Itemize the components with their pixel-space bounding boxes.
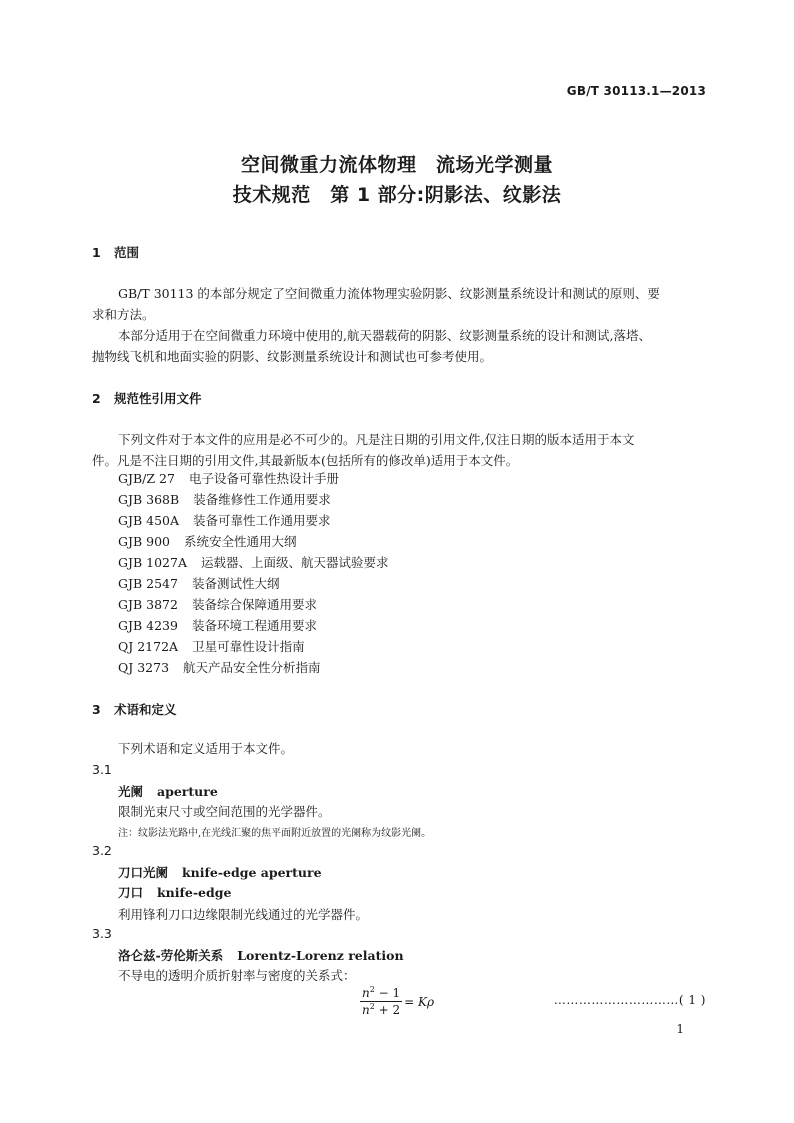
formula-numerator bbox=[360, 986, 402, 1002]
paragraph-line: GB/T 30113 的本部分规定了空间微重力流体物理实验阴影、纹影测量系统设计和测试的原则、要 bbox=[118, 286, 660, 301]
paragraph-line: 下列术语和定义适用于本文件。 bbox=[118, 741, 294, 756]
reference-code: QJ 3273 bbox=[118, 660, 170, 675]
reference-title: 装备测试性大纲 bbox=[191, 576, 280, 591]
lorentz-lorenz-formula bbox=[360, 986, 434, 1017]
section-number: 1 bbox=[92, 245, 101, 260]
reference-title: 航天产品安全性分析指南 bbox=[183, 660, 321, 675]
formula-term: − 1 bbox=[374, 986, 401, 1000]
term-entry bbox=[118, 863, 322, 881]
term-en: aperture bbox=[157, 784, 218, 799]
paragraph-line: 件。凡是不注日期的引用文件,其最新版本(包括所有的修改单)适用于本文件。 bbox=[92, 453, 519, 468]
reference-title: 运载器、上面级、航天器试验要求 bbox=[201, 555, 389, 570]
term-definition: 利用锋利刀口边缘限制光线通过的光学器件。 bbox=[118, 907, 369, 922]
reference-item bbox=[118, 532, 297, 552]
term-zh: 刀口光阑 bbox=[118, 865, 169, 880]
clause-number: 3.2 bbox=[92, 843, 112, 858]
page-number: 1 bbox=[676, 1022, 684, 1036]
equation-number: …………………………( 1 ) bbox=[553, 993, 706, 1007]
reference-item bbox=[118, 511, 331, 531]
reference-code: GJB 450A bbox=[118, 513, 180, 528]
term-en: Lorentz-Lorenz relation bbox=[237, 948, 404, 963]
term-zh: 光阑 bbox=[118, 784, 144, 799]
reference-item bbox=[118, 658, 321, 678]
term-definition: 不导电的透明介质折射率与密度的关系式： bbox=[118, 968, 356, 983]
term-en: knife-edge aperture bbox=[182, 865, 322, 880]
section-number: 2 bbox=[92, 391, 101, 406]
reference-item bbox=[118, 553, 389, 573]
reference-title: 系统安全性通用大纲 bbox=[184, 534, 297, 549]
term-definition: 限制光束尺寸或空间范围的光学器件。 bbox=[118, 804, 331, 819]
term-alt-entry bbox=[118, 883, 231, 901]
section-2-heading bbox=[92, 389, 202, 407]
reference-title: 电子设备可靠性热设计手册 bbox=[188, 471, 339, 486]
term-zh: 刀口 bbox=[118, 885, 144, 900]
formula-exp: 2 bbox=[369, 1002, 375, 1011]
paragraph-line: 抛物线飞机和地面实验的阴影、纹影测量系统设计和测试也可参考使用。 bbox=[92, 349, 493, 364]
reference-code: GJB 3872 bbox=[118, 597, 178, 612]
reference-title: 装备维修性工作通用要求 bbox=[193, 492, 331, 507]
section-1-heading bbox=[92, 243, 139, 261]
section-1-paragraph-1 bbox=[92, 283, 712, 325]
reference-title: 装备环境工程通用要求 bbox=[191, 618, 317, 633]
term-entry bbox=[118, 782, 218, 800]
term-entry bbox=[118, 946, 404, 964]
paragraph-line: 本部分适用于在空间微重力环境中使用的,航天器载荷的阴影、纹影测量系统的设计和测试,落塔、 bbox=[118, 328, 651, 343]
formula-term: + 2 bbox=[374, 1003, 401, 1017]
term-note: 注：纹影法光路中,在光线汇聚的焦平面附近放置的光阑称为纹影光阑。 bbox=[118, 828, 432, 839]
formula-fraction bbox=[360, 986, 402, 1017]
reference-item bbox=[118, 469, 339, 489]
term-en: knife-edge bbox=[157, 885, 232, 900]
formula-var: n bbox=[362, 1003, 370, 1017]
formula-rhs: = Kρ bbox=[404, 994, 435, 1009]
term-zh: 洛仑兹-劳伦斯关系 bbox=[118, 948, 224, 963]
section-3-heading bbox=[92, 700, 177, 718]
section-title: 规范性引用文件 bbox=[114, 391, 202, 406]
clause-number: 3.3 bbox=[92, 926, 112, 941]
reference-item bbox=[118, 490, 331, 510]
reference-code: GJB 2547 bbox=[118, 576, 178, 591]
reference-code: QJ 2172A bbox=[118, 639, 179, 654]
formula-exp: 2 bbox=[369, 985, 375, 994]
document-title-line1: 空间微重力流体物理 流场光学测量 bbox=[240, 154, 553, 176]
reference-code: GJB 1027A bbox=[118, 555, 187, 570]
reference-code: GJB/Z 27 bbox=[118, 471, 175, 486]
section-number: 3 bbox=[92, 702, 101, 717]
reference-title: 装备可靠性工作通用要求 bbox=[193, 513, 331, 528]
reference-item bbox=[118, 574, 279, 594]
section-title: 范围 bbox=[114, 245, 140, 260]
clause-number: 3.1 bbox=[92, 762, 112, 777]
standard-number: GB/T 30113.1—2013 bbox=[566, 84, 706, 98]
reference-code: GJB 4239 bbox=[118, 618, 178, 633]
reference-title: 卫星可靠性设计指南 bbox=[192, 639, 305, 654]
section-title: 术语和定义 bbox=[114, 702, 177, 717]
formula-denominator bbox=[360, 1002, 402, 1017]
reference-item bbox=[118, 595, 317, 615]
reference-code: GJB 900 bbox=[118, 534, 171, 549]
reference-item bbox=[118, 637, 305, 657]
reference-code: GJB 368B bbox=[118, 492, 180, 507]
section-1-paragraph-2 bbox=[92, 325, 712, 367]
paragraph-line: 下列文件对于本文件的应用是必不可少的。凡是注日期的引用文件,仅注日期的版本适用于本文 bbox=[118, 432, 635, 447]
document-title-line2: 技术规范 第 1 部分:阴影法、纹影法 bbox=[232, 184, 562, 206]
section-3-intro bbox=[92, 738, 712, 759]
reference-title: 装备综合保障通用要求 bbox=[191, 597, 317, 612]
reference-item bbox=[118, 616, 317, 636]
formula-var: n bbox=[362, 986, 370, 1000]
paragraph-line: 求和方法。 bbox=[92, 307, 155, 322]
section-2-intro bbox=[92, 429, 712, 471]
